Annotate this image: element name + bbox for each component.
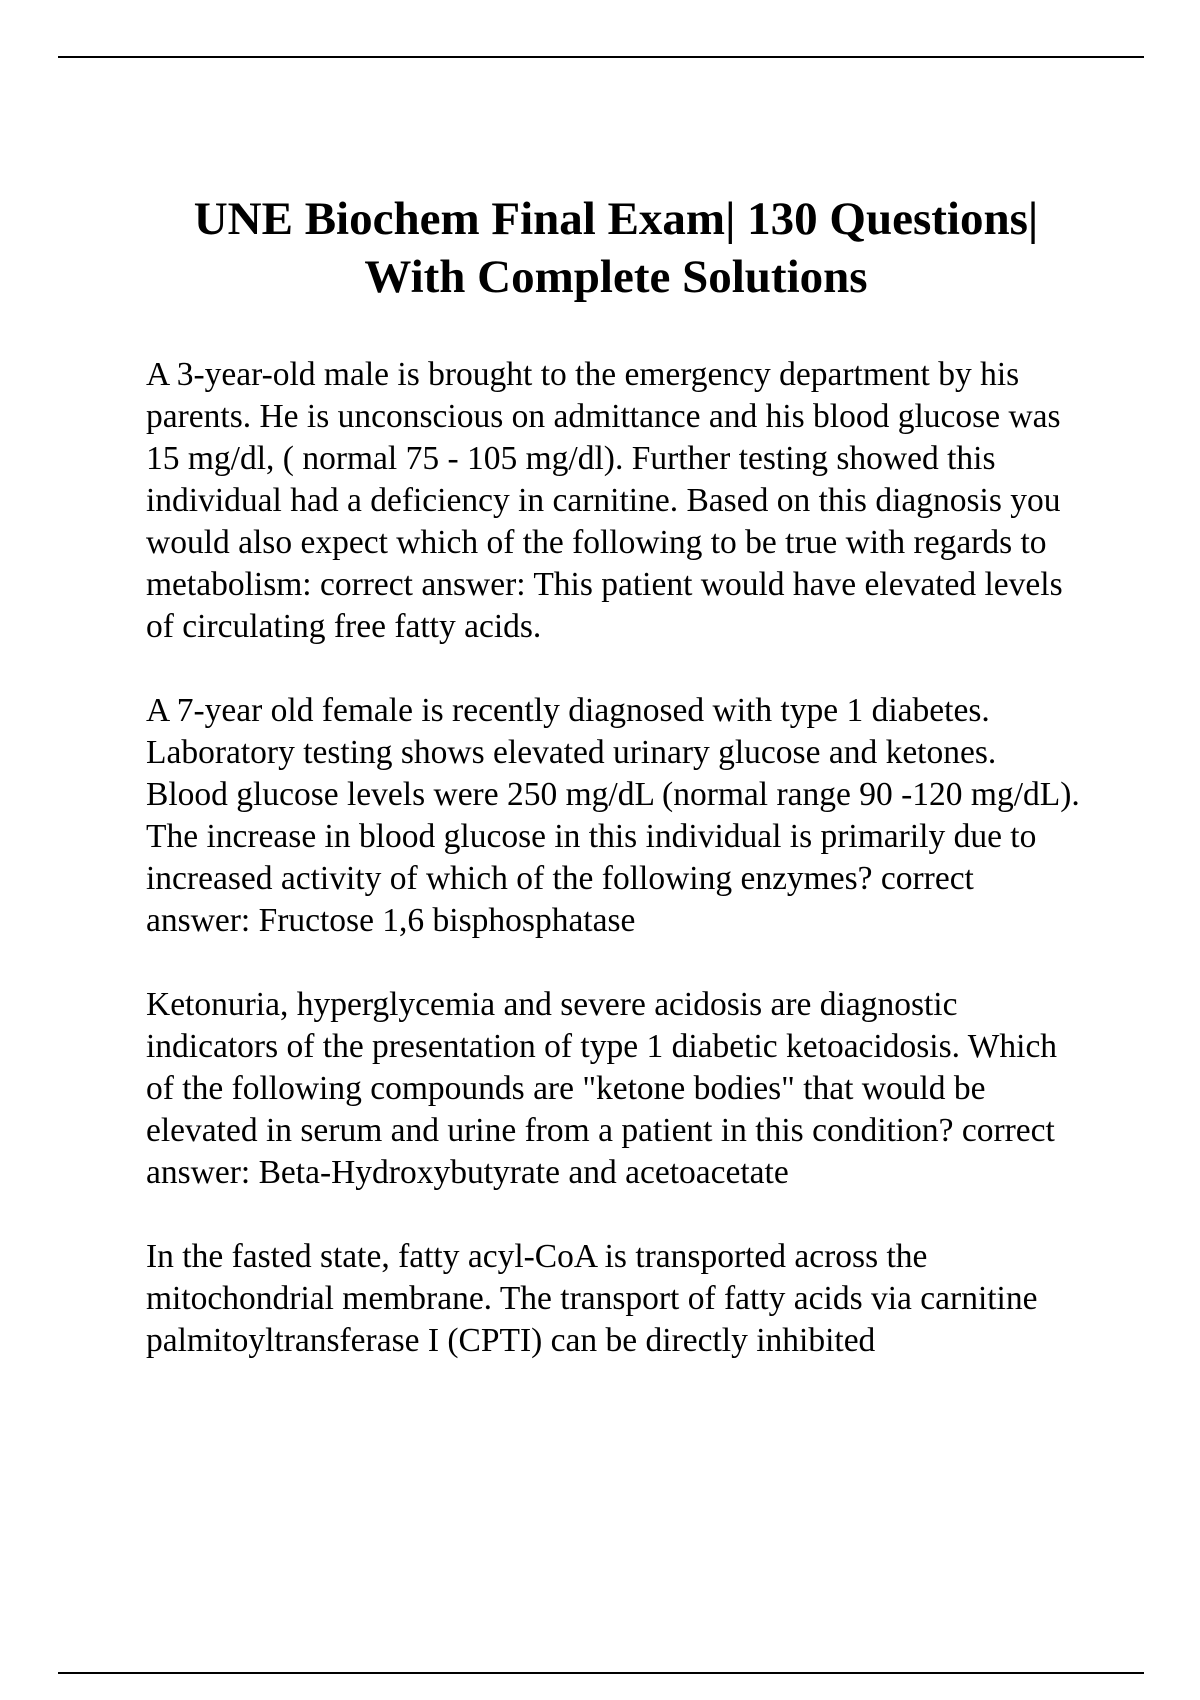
answer-text: Beta-Hydroxybutyrate and acetoacetate [258,1154,789,1191]
document-title: UNE Biochem Final Exam| 130 Questions| With Complete Solutions [193,193,1039,303]
question-prompt: A 3-year-old male is brought to the emergency department by his parents. He is unconscious on admittance and his blood glucose was 15 mg/dl, ( normal 75 - 105 mg/dl). Further testing showed this individual had a deficiency in carnitine. Based on this diagnosis you would also expect which of the following to be true with regards to metabolism: [146,356,1061,603]
question-prompt: Ketonuria, hyperglycemia and severe acidosis are diagnostic indicators of the presentation of type 1 diabetic ketoacidosis. Which of the following compounds are "ketone bodies" that would be elevated in serum and urine from a patient in this condition? [146,986,1058,1149]
question-item [146,1236,1086,1362]
answer-label: correct answer: [146,1112,1055,1191]
question-item [146,354,1086,648]
document-body [146,190,1086,1404]
answer-text: Fructose 1,6 bisphosphatase [258,902,636,939]
header-rule [58,56,1144,58]
footer-rule [58,1672,1144,1674]
answer-label: correct answer: [146,860,974,939]
answer-label: correct answer: [320,566,526,603]
question-item [146,690,1086,942]
answer-text: This patient would have elevated levels of circulating free fatty acids. [146,566,1063,645]
question-prompt: In the fasted state, fatty acyl-CoA is transported across the mitochondrial membrane. The transport of fatty acids via carnitine palmitoyltransferase I (CPTI) can be directly inhibited [146,1238,1038,1359]
question-prompt: A 7-year old female is recently diagnosed with type 1 diabetes. Laboratory testing shows elevated urinary glucose and ketones. Blood glucose levels were 250 mg/dL (normal range 90 -120 mg/dL). The increase in blood glucose in this individual is primarily due to increased activity of which of the following enzymes? [146,692,1080,897]
question-item [146,984,1086,1194]
